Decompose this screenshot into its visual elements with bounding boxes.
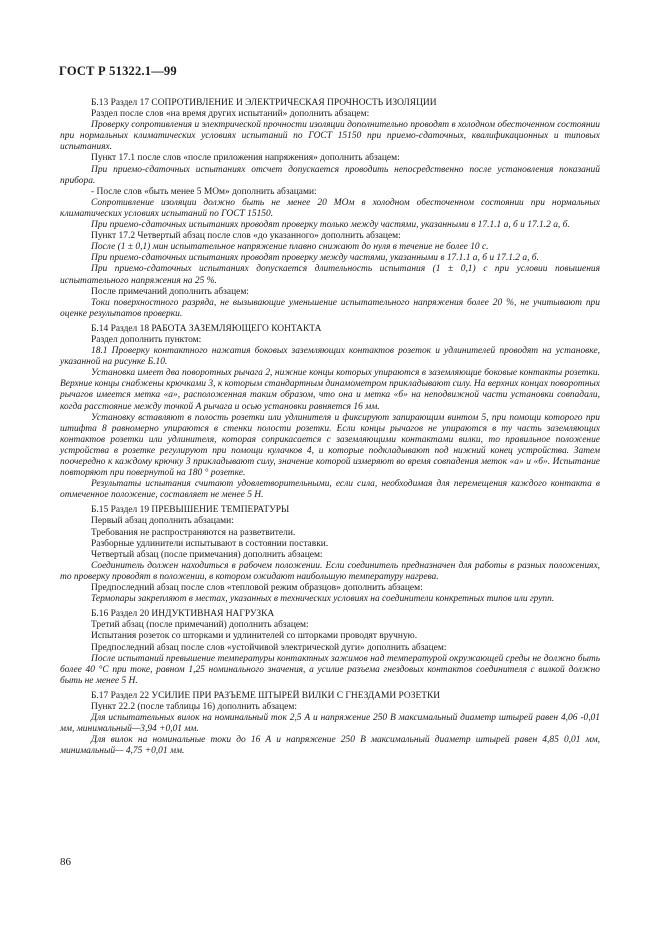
section-heading-b17: Б.17 Раздел 22 УСИЛИЕ ПРИ РАЗЪЕМЕ ШТЫРЕЙ ВИЛКИ С ГНЕЗДАМИ РОЗЕТКИ: [91, 690, 441, 701]
paragraph: - После слов «быть менее 5 МОм» дополнить абзацами:: [91, 186, 317, 197]
paragraph: Сопротивление изоляции должно быть не менее 20 МОм в холодном обесточенном состоянии при нормальных климатических условиях испытаний по ГОСТ 15150.: [60, 197, 600, 219]
paragraph: Пункт 22.2 (после таблицы 16) дополнить абзацем:: [91, 701, 297, 712]
paragraph: Пункт 17.1 после слов «после приложения напряжения» дополнить абзацем:: [91, 153, 400, 164]
paragraph: Четвертый абзац (после примечания) дополнить абзацем:: [91, 549, 323, 560]
paragraph: Установка имеет два поворотных рычага 2, нижние концы которых упираются в заземляющие боковые контакты розетки. Верхние концы снабжены крючками 3, к которым стандартным динамометром прикладывают силу. На верхних концах поворотных рычагов имеется метка «а», расположенная таким образом, что она и метка «б» на неподвижной части установки совпадали, когда расстояние между точкой А рычага и осью установки равняется 16 мм.: [60, 368, 600, 412]
paragraph: Пункт 17.2 Четвертый абзац после слов «до указанного» дополнить абзацем:: [91, 231, 401, 242]
paragraph: Раздел дополнить пунктом:: [91, 334, 202, 345]
section-heading-b14: Б.14 Раздел 18 РАБОТА ЗАЗЕМЛЯЮЩЕГО КОНТАКТА: [91, 323, 322, 334]
document-body: [60, 98, 600, 757]
document-code: ГОСТ Р 51322.1—99: [59, 64, 177, 78]
paragraph: Третий абзац (после примечаний) дополнить абзацем:: [91, 620, 309, 631]
paragraph: Для испытательных вилок на номинальный ток 2,5 А и напряжение 250 В максимальный диаметр штырей равен 4,06 -0,01 мм, минимальный—3,94 +0,01 мм.: [60, 713, 600, 735]
paragraph: Результаты испытания считают удовлетворительными, если сила, необходимая для перемещения каждого контакта в отмеченное положение, составляет не менее 5 Н.: [60, 479, 600, 501]
paragraph: Для вилок на номинальные токи до 16 А и напряжение 250 В максимальный диаметр штырей равен 4,85 0,01 мм, минимальный— 4,75 +0,01 мм.: [60, 735, 600, 757]
section-heading-b15: Б.15 Раздел 19 ПРЕВЫШЕНИЕ ТЕМПЕРАТУРЫ: [91, 505, 290, 516]
paragraph: Предпоследний абзац после слов «тепловой режим образцов» дополнить абзацем:: [91, 583, 423, 594]
paragraph: Разборные удлинители испытывают в состоянии поставки.: [91, 538, 329, 549]
paragraph: При приемо-сдаточных испытаниях проводят проверку только между частями, указанными в 17.1.1 а, б и 17.1.2 а, б.: [91, 220, 570, 231]
paragraph: После (1 ± 0,1) мин испытательное напряжение плавно снижают до нуля в течение не более 10 с.: [91, 242, 489, 253]
paragraph: Токи поверхностного разряда, не вызывающие уменьшение испытательного напряжения более 20 %, не учитывают при оценке результатов проверки.: [60, 297, 600, 319]
section-heading-b13: Б.13 Раздел 17 СОПРОТИВЛЕНИЕ И ЭЛЕКТРИЧЕСКАЯ ПРОЧНОСТЬ ИЗОЛЯЦИИ: [91, 98, 437, 108]
paragraph: Первый абзац дополнить абзацами:: [91, 516, 234, 527]
paragraph: Соединитель должен находиться в рабочем положении. Если соединитель предназначен для работы в разных положениях, то проверку проводят в положении, в котором ожидают наибольшую температуру нагрева.: [60, 560, 600, 582]
paragraph: Проверку сопротивления и электрической прочности изоляции дополнительно проводят в холодном обесточенном состоянии при нормальных климатических условиях испытаний по ГОСТ 15150 при приемо-сдаточных, квалификационных и типовых испытаниях.: [60, 120, 600, 153]
paragraph: Предпоследний абзац после слов «устойчивой электрической дуги» дополнить абзацем:: [91, 642, 447, 653]
paragraph: После примечаний дополнить абзацем:: [91, 286, 249, 297]
paragraph: При приемо-сдаточных испытаниях проводят проверку между частями, указанными в 17.1.1 а, б и 17.1.2 а, б.: [91, 253, 539, 264]
paragraph: Раздел после слов «на время других испытаний» дополнить абзацем:: [91, 109, 370, 120]
paragraph: Испытания розеток со шторками и удлинителей со шторками проводят вручную.: [91, 631, 418, 642]
paragraph: После испытаний превышение температуры контактных зажимов над температурой окружающей среды не должно быть более 40 °С при токе, равном 1,25 номинального значения, а усилие разъема гнездовых контактов соединителя с вилкой должно быть не менее 5 Н.: [60, 653, 600, 686]
paragraph: Требования не распространяются на разветвители.: [91, 527, 296, 538]
paragraph: Установку вставляют в полость розетки или удлинителя и фиксируют запирающим винтом 5, при помощи которого при штифта 8 равномерно упираются в стенки полости розетки. Если концы рычагов не упираются в ту часть заземляющих контактов розетки или удлинителя, которая соприкасается с заземляющими контактами вилки, то правильное положение устройства в розетке регулируют при помощи кулачков 4, и которые подкладывают под нижний конец устройства. Затем поочередно к каждому крючку 3 прикладывают силу, значение которой измеряют во время совпадения меток «а» и «б». Испытание повторяют при повернутой на 180 ° розетке.: [60, 412, 600, 479]
paragraph: 18.1 Проверку контактного нажатия боковых заземляющих контактов розеток и удлинителей проводят на установке, указанной на рисунке Б.10.: [60, 346, 600, 368]
section-heading-b16: Б.16 Раздел 20 ИНДУКТИВНАЯ НАГРУЗКА: [91, 609, 275, 620]
page-number: 86: [60, 856, 71, 868]
paragraph: Термопары закрепляют в местах, указанных в технических условиях на соединители конкретных типов или групп.: [91, 594, 555, 605]
paragraph: При приемо-сдаточных испытаниях отсчет допускается проводить непосредственно после установления показаний прибора.: [60, 164, 600, 186]
paragraph: При приемо-сдаточных испытаниях допускается длительность испытания (1 ± 0,1) с при условии повышения испытательного напряжения на 25 %.: [60, 264, 600, 286]
